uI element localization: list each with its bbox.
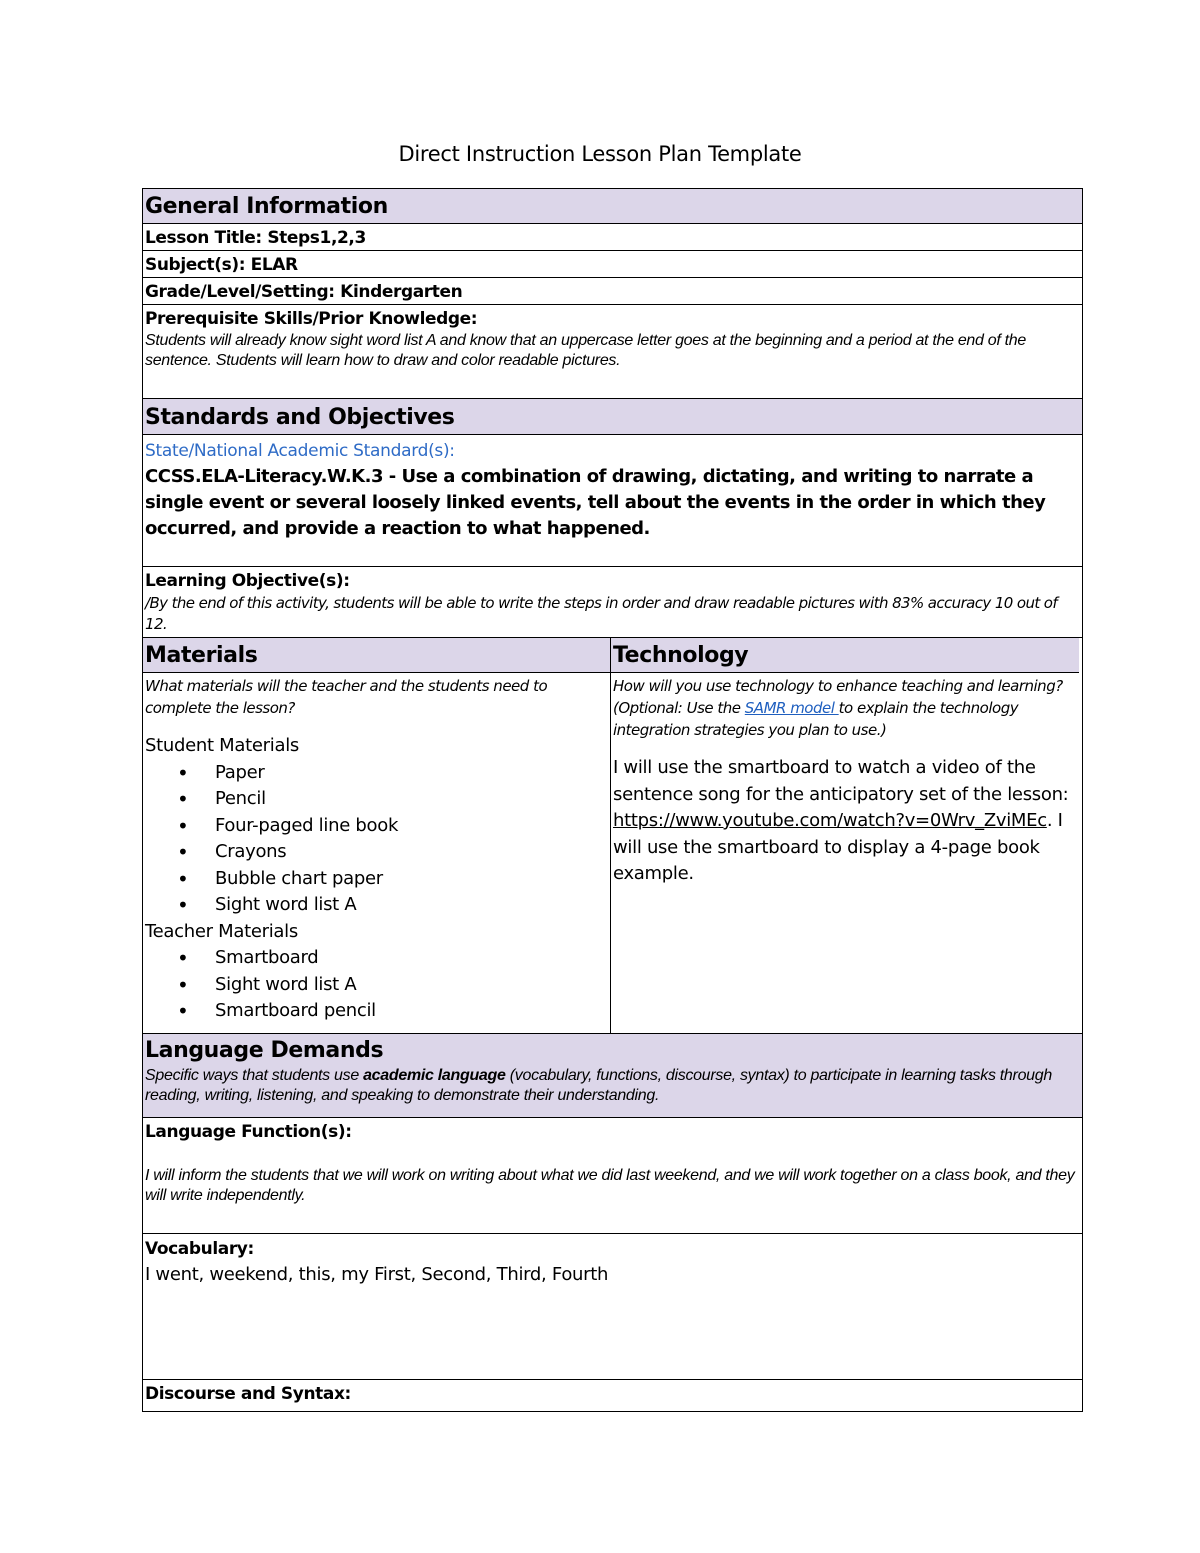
technology-plan-text: I will use the smartboard to watch a video of the sentence song for the anticipatory set of the lesson:: [613, 757, 1069, 805]
standards-objectives-header: Standards and Objectives: [143, 398, 1082, 434]
language-desc-part: Specific ways that students use: [145, 1067, 364, 1084]
technology-prompt-part: How will you use technology to enhance teaching and learning? (Optional: Use the: [613, 677, 1063, 717]
materials-technology-row: [143, 637, 1082, 1033]
language-demands-section: [143, 1033, 1082, 1117]
prerequisite-skills: [143, 304, 1082, 398]
vocabulary-text: I went, weekend, this, my First, Second, Third, Fourth: [145, 1264, 609, 1285]
list-item: • Crayons: [145, 839, 608, 866]
vocabulary: [143, 1233, 1082, 1379]
language-demands-header: Language Demands: [145, 1038, 384, 1063]
general-information-header: General Information: [143, 188, 1082, 223]
grade-level-setting: Grade/Level/Setting: Kindergarten: [143, 277, 1082, 304]
vocabulary-label: Vocabulary:: [145, 1239, 254, 1259]
lesson-plan-table: [142, 188, 1083, 1412]
objective-text: /By the end of this activity, students will be able to write the steps in order and draw readable pictures with 83% accuracy 10 out of 12.: [145, 594, 1058, 633]
document-title: Direct Instruction Lesson Plan Template: [398, 142, 802, 166]
list-item: • Smartboard: [145, 945, 608, 972]
learning-objectives: [143, 566, 1082, 637]
objective-label: Learning Objective(s):: [145, 571, 350, 591]
language-desc-part: (vocabulary, functions, discourse, syntax) to participate in learning tasks through reading, writing, listening, and speaking to demonstrate their understanding.: [145, 1067, 1052, 1104]
list-item: • Paper: [145, 760, 608, 787]
language-function-label: Language Function(s):: [145, 1122, 352, 1142]
list-item: • Bubble chart paper: [145, 866, 608, 893]
materials-prompt: What materials will the teacher and the students need to complete the lesson?: [145, 677, 548, 717]
list-item: • Four-paged line book: [145, 813, 608, 840]
list-item: • Sight word list A: [145, 892, 608, 919]
lesson-title: Lesson Title: Steps1,2,3: [143, 223, 1082, 250]
youtube-link[interactable]: https://www.youtube.com/watch?v=0Wrv_ZviMEc: [613, 810, 1047, 831]
standard-label: State/National Academic Standard(s):: [145, 441, 455, 461]
technology-prompt: [613, 673, 1077, 741]
list-item: • Sight word list A: [145, 972, 608, 999]
technology-plan-text: . I will use the smartboard to display a 4-page book example.: [613, 810, 1063, 884]
standard-text: CCSS.ELA-Literacy.W.K.3 - Use a combination of drawing, dictating, and writing to narrate a single event or several loosely linked events, tell about the events in the order in which they occurred, and provide a reaction to what happened.: [145, 466, 1046, 539]
technology-plan: [613, 755, 1077, 888]
teacher-materials-label: Teacher Materials: [145, 920, 298, 942]
academic-language-term: academic language: [363, 1067, 506, 1084]
subject: Subject(s): ELAR: [143, 250, 1082, 277]
technology-prompt-part: to explain the technology integration strategies you plan to use.): [613, 699, 1019, 739]
list-item: • Smartboard pencil: [145, 998, 608, 1025]
discourse-syntax: Discourse and Syntax:: [143, 1379, 1082, 1412]
technology-header: Technology: [611, 638, 1079, 673]
prerequisite-label: Prerequisite Skills/Prior Knowledge:: [145, 309, 478, 329]
academic-standards: [143, 434, 1082, 566]
language-function-text: I will inform the students that we will work on writing about what we did last weekend, and we will work together on a class book, and they will write independently.: [145, 1167, 1075, 1204]
student-materials-list: [145, 760, 608, 919]
technology-column: [611, 638, 1079, 1033]
list-item: • Pencil: [145, 786, 608, 813]
materials-header: Materials: [143, 638, 610, 673]
prerequisite-text: Students will already know sight word list A and know that an uppercase letter goes at the beginning and a period at the end of the sentence. Students will learn how to draw and color readable pictures.: [145, 332, 1026, 369]
materials-column: [143, 638, 611, 1033]
language-functions: [143, 1117, 1082, 1233]
samr-model-link[interactable]: SAMR model: [744, 699, 839, 717]
language-demands-description: [145, 1066, 1080, 1106]
student-materials-label: Student Materials: [145, 735, 299, 756]
teacher-materials-list: [145, 945, 608, 1025]
